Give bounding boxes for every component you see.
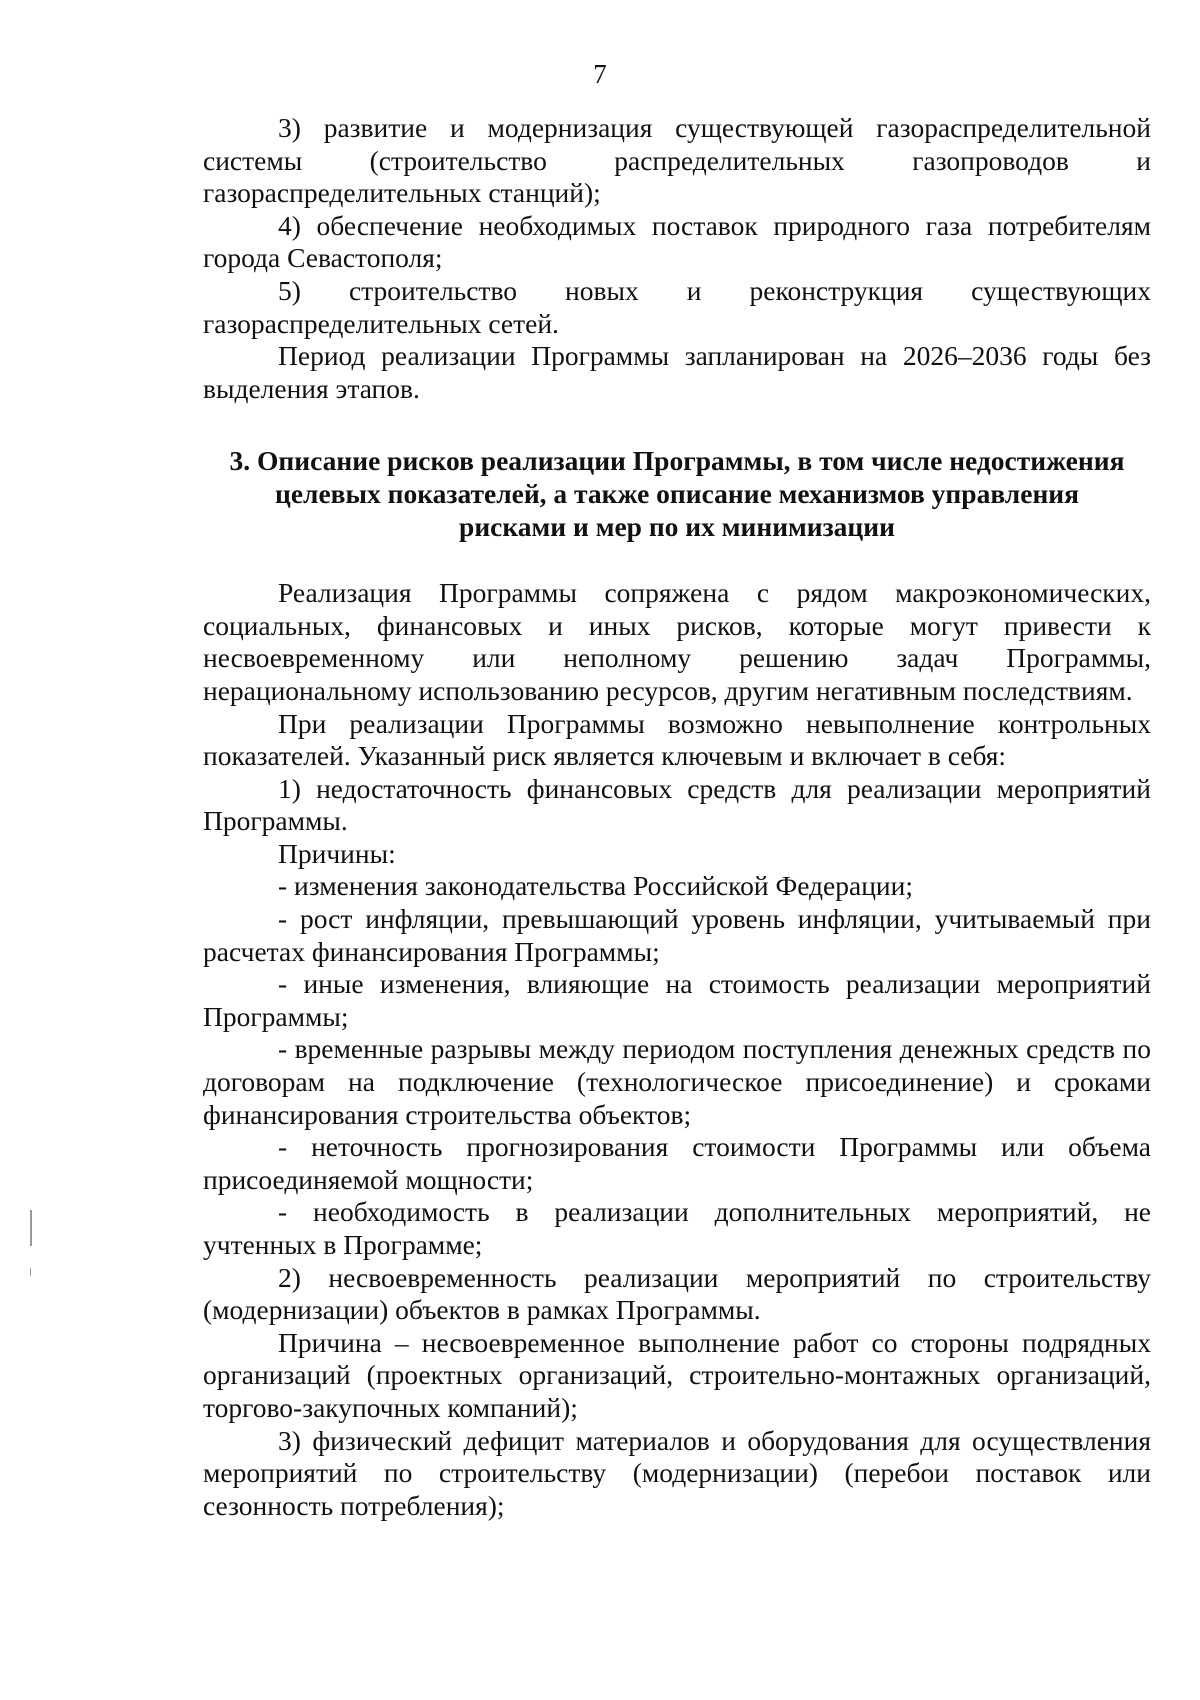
causes-label: Причины: [278, 837, 396, 869]
scan-artifact-dot [30, 1268, 31, 1276]
cause-item: - неточность прогнозирования стоимости Программы или объема присоединяемой мощности; [203, 1131, 1151, 1195]
paragraph-item-4: 4) обеспечение необходимых поставок природного газа потребителям города Севастополя; [203, 209, 1151, 274]
paragraph-item-3: 3) развитие и модернизация существующей газораспределительной системы (строительство распределительных газопроводов и газораспределительных станций); [203, 112, 1151, 209]
cause-item: - изменения законодательства Российской Федерации; [278, 870, 913, 902]
cause-item: - временные разрывы между периодом поступления денежных средств по договорам на подключение (технологическое присоединение) и сроками финансирования строительства объектов; [203, 1033, 1151, 1130]
section-heading [203, 445, 1151, 543]
section-heading-line-3: рисками и мер по их минимизации [459, 510, 895, 542]
paragraph-key-risk: При реализации Программы возможно невыполнение контрольных показателей. Указанный риск является ключевым и включает в себя: [203, 707, 1151, 772]
risk-item-2: 2) несвоевременность реализации мероприятий по строительству (модернизации) объектов в рамках Программы. [203, 1261, 1151, 1326]
cause-item: - необходимость в реализации дополнительных мероприятий, не учтенных в Программе; [203, 1196, 1151, 1260]
cause-paragraph: Причина – несвоевременное выполнение работ со стороны подрядных организаций (проектных организаций, строительно-монтажных организаций, торгово-закупочных компаний); [203, 1326, 1151, 1423]
section-heading-line-1: 3. Описание рисков реализации Программы, в том числе недостижения [229, 445, 1125, 477]
page-number: 7 [593, 59, 607, 89]
scan-artifact-line [30, 1210, 32, 1246]
document-body [203, 112, 1151, 1522]
risk-item-3: 3) физический дефицит материалов и оборудования для осуществления мероприятий по строительству (модернизации) (перебои поставок или сезонность потребления); [203, 1424, 1151, 1521]
cause-item: - иные изменения, влияющие на стоимость реализации мероприятий Программы; [203, 968, 1151, 1032]
paragraph-period: Период реализации Программы запланирован на 2026–2036 годы без выделения этапов. [203, 340, 1151, 404]
paragraph-risks-intro: Реализация Программы сопряжена с рядом макроэкономических, социальных, финансовых и иных рисков, которые могут привести к несвоевременному или неполному решению задач Программы, нерациональному использованию ресурсов, другим негативным последствиям. [203, 577, 1151, 706]
risk-item-1: 1) недостаточность финансовых средств для реализации мероприятий Программы. [203, 772, 1151, 837]
paragraph-item-5: 5) строительство новых и реконструкция существующих газораспределительных сетей. [203, 274, 1151, 339]
section-heading-line-2: целевых показателей, а также описание механизмов управления [274, 477, 1080, 509]
cause-item: - рост инфляции, превышающий уровень инфляции, учитываемый при расчетах финансирования Программы; [203, 903, 1151, 967]
